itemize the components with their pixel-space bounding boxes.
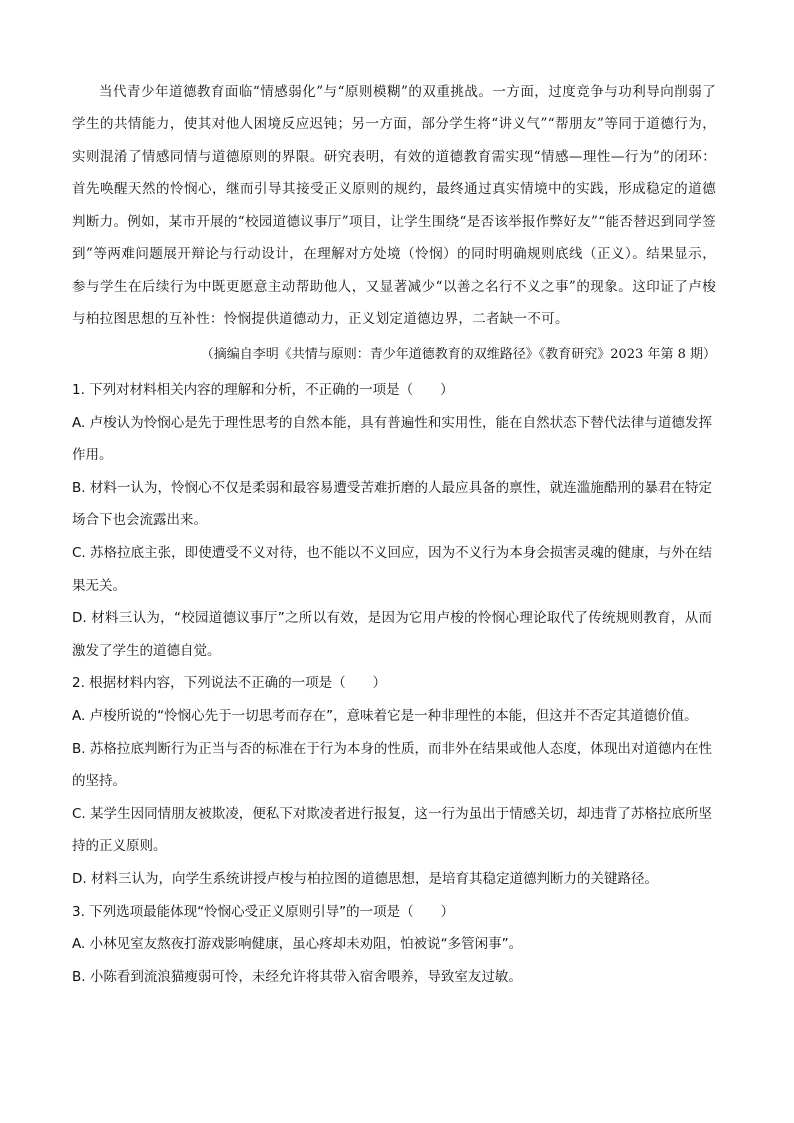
- question-1: [72, 374, 712, 667]
- option-d: D. 材料三认为，向学生系统讲授卢梭与柏拉图的道德思想，是培育其稳定道德判断力的关键路径。: [72, 870, 658, 887]
- option-a: A. 卢梭所说的“怜悯心先于一切思考而存在”，意味着它是一种非理性的本能，但这并不否定其道德价值。: [72, 707, 698, 724]
- option-b: B. 材料一认为，怜悯心不仅是柔弱和最容易遭受苦难折磨的人最应具备的禀性，就连滥施酷刑的暴君在特定场合下也会流露出来。: [72, 479, 712, 529]
- question-list: [72, 374, 712, 993]
- passage-paragraph: 当代青少年道德教育面临“情感弱化”与“原则模糊”的双重挑战。一方面，过度竞争与功利导向削弱了学生的共情能力，使其对他人困境反应迟钝；另一方面，部分学生将“讲义气”“帮朋友”等同于道德行为，实则混淆了情感同情与道德原则的界限。研究表明，有效的道德教育需实现“情感—理性—行为”的闭环：首先唤醒天然的怜悯心，继而引导其接受正义原则的规约，最终通过真实情境中的实践，形成稳定的道德判断力。例如，某市开展的“校园道德议事厅”项目，让学生围绕“是否该举报作弊好友”“能否替迟到同学签到”等两难问题展开辩论与行动设计，在理解对方处境（怜悯）的同时明确规则底线（正义）。结果显示，参与学生在后续行为中既更愿意主动帮助他人，又显著减少“以善之名行不义之事”的现象。这印证了卢梭与柏拉图思想的互补性：怜悯提供道德动力，正义划定道德边界，二者缺一不可。: [72, 83, 716, 327]
- option-a: A. 小林见室友熬夜打游戏影响健康，虽心疼却未劝阻，怕被说“多管闲事”。: [72, 936, 523, 953]
- option-b: B. 苏格拉底判断行为正当与否的标准在于行为本身的性质，而非外在结果或他人态度，体现出对道德内在性的坚持。: [72, 740, 712, 790]
- option-c: C. 苏格拉底主张，即使遭受不义对待，也不能以不义回应，因为不义行为本身会损害灵魂的健康，与外在结果无关。: [72, 544, 712, 594]
- question-2: [72, 667, 712, 895]
- question-stem: 3. 下列选项最能体现“怜悯心受正义原则引导”的一项是（ ）: [72, 903, 455, 920]
- option-b: B. 小陈看到流浪猫瘦弱可怜，未经允许将其带入宿舍喂养，导致室友过敏。: [72, 968, 522, 985]
- question-stem: 1. 下列对材料相关内容的理解和分析，不正确的一项是（ ）: [72, 382, 454, 398]
- question-stem: 2. 根据材料内容，下列说法不正确的一项是（ ）: [72, 675, 387, 692]
- passage-source-citation: （摘编自李明《共情与原则：青少年道德教育的双维路径》《教育研究》2023 年第 8 期）: [200, 347, 716, 362]
- option-c: C. 某学生因同情朋友被欺凌，便私下对欺凌者进行报复，这一行为虽出于情感关切，却违背了苏格拉底所坚持的正义原则。: [72, 805, 712, 855]
- option-d: D. 材料三认为，“校园道德议事厅”之所以有效，是因为它用卢梭的怜悯心理论取代了传统规则教育，从而激发了学生的道德自觉。: [72, 610, 712, 659]
- option-a: A. 卢梭认为怜悯心是先于理性思考的自然本能，具有普遍性和实用性，能在自然状态下替代法律与道德发挥作用。: [72, 414, 712, 464]
- question-3: [72, 896, 712, 994]
